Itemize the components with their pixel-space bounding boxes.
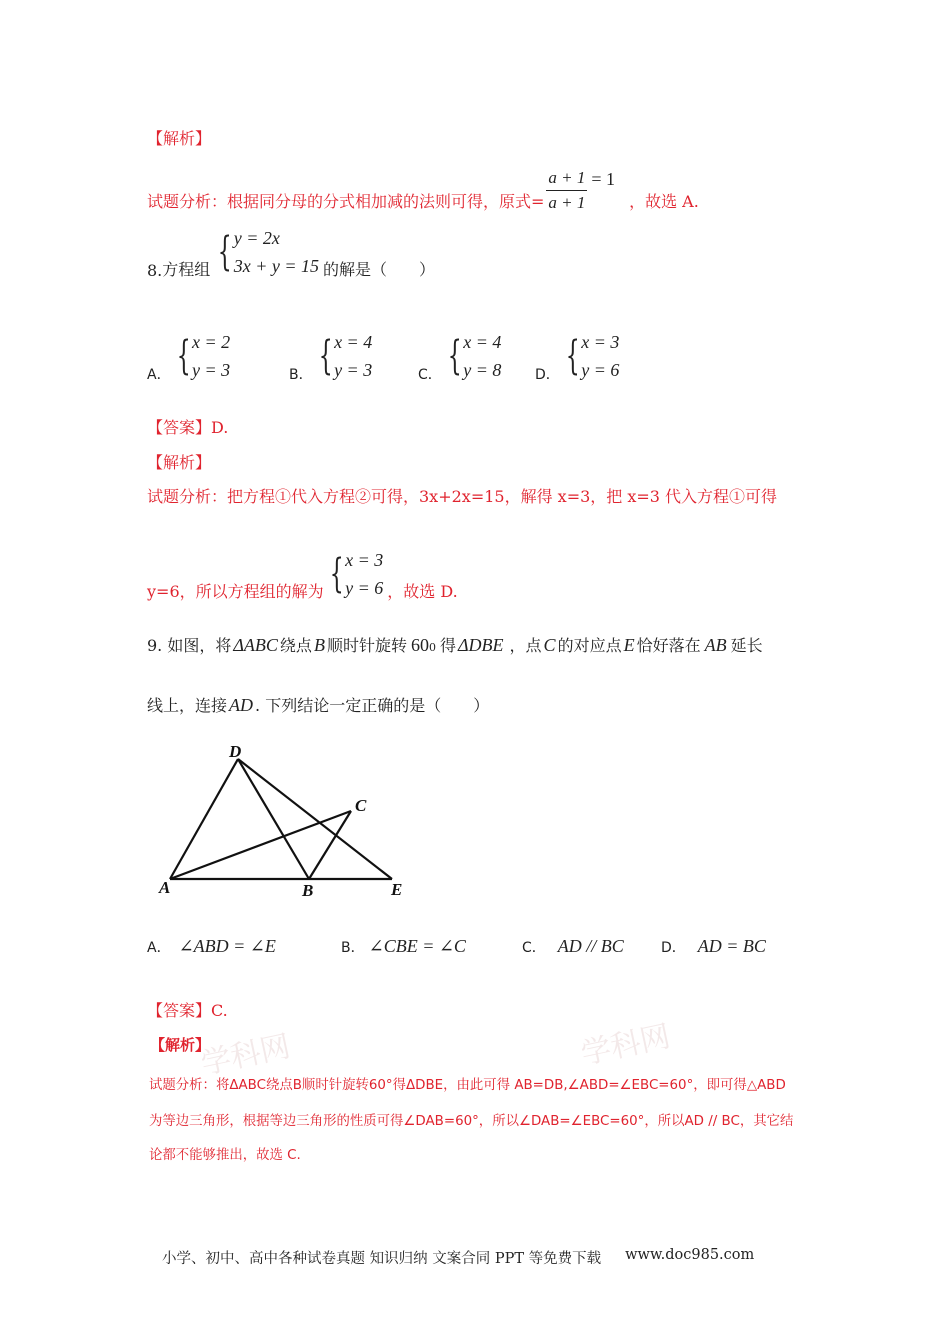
q9-option-b [341,936,466,957]
q8-option-b-line1: x = 4 [334,332,373,352]
q8-answer: 【答案】D. [147,418,229,437]
q9-analysis-line2: 为等边三角形，根据等边三角形的性质可得∠DAB=60°，所以∠DAB=∠EBC=60°，所以AD // BC，其它结 [149,1114,794,1129]
q8-option-a-label: A． [147,367,171,383]
q9-degree-sup: 0 [428,641,436,654]
q9-option-d [661,936,766,957]
q7-fraction-numerator: a + 1 [546,168,587,191]
q8-option-a-system [171,328,231,384]
q8-option-a-line2: y = 3 [192,360,231,380]
q8-option-d-label: D． [535,367,560,383]
footer [162,1247,754,1268]
q9-analysis-line3: 论都不能够推出，故选 C. [149,1148,301,1163]
label-E: E [391,880,403,899]
segment-AD [170,759,238,879]
q9-m5: E [623,635,635,655]
q9-l2-t1: . 下列结论一定正确的是（ ） [255,696,490,715]
q9-stem-line2 [147,693,489,716]
q8-option-a-rows [192,328,230,384]
footer-text: 小学、初中、高中各种试卷真题 知识归纳 文案合同 PPT 等免费下载 [162,1251,602,1267]
label-B: B [302,881,314,900]
brace-icon: { [565,333,580,379]
label-D: D [229,742,242,761]
q9-t6: 恰好落在 [636,636,701,655]
q7-analysis-before: 试题分析：根据同分母的分式相加减的法则可得，原式= [147,191,545,211]
q8-option-b-system [313,328,373,384]
q9-option-b-label: B． [341,940,365,956]
brace-icon: { [318,333,333,379]
q9-l2-t0: 线上，连接 [147,696,228,715]
q9-m2: 60 [410,635,429,655]
q8-option-c-line1: x = 4 [463,332,502,352]
q9-t2: 顺时针旋转 [326,636,407,655]
q8-option-a [147,328,230,384]
q8-option-d-rows [581,328,619,384]
q8-option-c-line2: y = 8 [463,360,502,380]
q8-analysis-heading: 【解析】 [147,453,212,472]
q9-m3: ΔDBE [457,635,504,655]
q9-answer: 【答案】C. [147,1001,228,1020]
q9-option-c-label: C． [522,940,546,956]
q8-option-c-label: C． [418,367,442,383]
q7-analysis-after: ，故选 A. [629,191,699,211]
q9-t1: 绕点 [279,636,312,655]
q9-m6: AB [704,635,727,655]
q8-equation-system [212,224,319,280]
q9-t4: ，点 [509,636,542,655]
q8-analysis-line1: 试题分析：把方程①代入方程②可得，3x+2x=15，解得 x=3，把 x=3 代入方程①可得 [147,487,778,506]
q8-solution-line2: y = 6 [345,578,384,598]
footer-url[interactable]: www.doc985.com [625,1247,755,1263]
segment-AC [170,811,351,879]
q9-option-a [147,936,276,957]
q9-stem-line1 [147,633,763,656]
q9-l2-m0: AD [229,695,254,715]
q9-analysis-line1: 试题分析：将ΔABC绕点B顺时针旋转60°得ΔDBE，由此可得 AB=DB,∠ABD=∠EBC=60°，即可得△ABD [149,1078,786,1093]
q8-analysis-line2-prefix: y=6，所以方程组的解为 [147,582,324,601]
q8-option-d-system [560,328,620,384]
brace-icon: { [329,551,344,597]
q9-option-d-math: AD = BC [697,936,766,956]
brace-icon: { [447,333,462,379]
label-C: C [355,796,367,815]
q9-option-a-math: ∠ABD = ∠E [178,936,276,956]
q9-t7: 延长 [730,636,763,655]
q9-m4: C [543,635,556,655]
label-A: A [159,878,171,897]
q8-option-c [418,328,501,384]
q8-system-eq1: y = 2x [233,228,280,248]
q7-fraction-result: = 1 [591,168,616,189]
q8-option-d-line2: y = 6 [581,360,620,380]
brace-icon: { [176,333,191,379]
q9-t0: 9. 如图，将 [147,636,232,655]
q7-analysis-text [147,160,699,220]
q8-analysis-line2-suffix: ，故选 D. [387,582,458,601]
q9-m1: B [313,635,325,655]
q8-option-b-line2: y = 3 [334,360,373,380]
q9-analysis-heading: 【解析】 [150,1036,211,1054]
q8-stem [147,228,436,280]
q9-option-a-label: A． [147,940,171,956]
q9-t5: 的对应点 [557,636,622,655]
q8-system-eq2: 3x + y = 15 [233,256,320,276]
q8-solution-rows [345,546,383,602]
q7-fraction-denominator: a + 1 [548,192,586,212]
q9-option-b-math: ∠CBE = ∠C [368,936,466,956]
q8-system-brace: { [218,229,233,275]
segment-DB [238,759,309,879]
q8-system-rows [234,224,319,280]
q8-option-c-system [442,328,502,384]
q8-option-b-rows [334,328,372,384]
watermark: 学科网 [198,1028,294,1082]
segment-BC [309,811,351,879]
q8-stem-prefix: 方程组 [162,260,211,279]
q8-option-a-line1: x = 2 [192,332,231,352]
segment-DE [238,759,392,879]
q9-option-d-label: D． [661,940,686,956]
q9-t3: 得 [439,636,456,655]
q8-option-b [289,328,372,384]
q8-solution-line1: x = 3 [345,550,384,570]
q9-m0: ΔABC [233,635,278,655]
q8-number: 8. [147,261,163,280]
q8-solution-system [324,546,384,602]
q9-option-c-math: AD // BC [557,936,624,956]
q7-analysis-heading: 【解析】 [147,129,212,148]
q9-figure [155,740,415,905]
watermark: 学科网 [578,1018,674,1072]
q8-option-c-rows [463,328,501,384]
q8-analysis-line2 [147,546,458,602]
q7-fraction [546,168,587,213]
q8-option-d [535,328,619,384]
q9-option-c [522,936,624,957]
q8-option-d-line1: x = 3 [581,332,620,352]
q8-option-b-label: B． [289,367,313,383]
q8-stem-suffix: 的解是（ ） [323,260,436,279]
